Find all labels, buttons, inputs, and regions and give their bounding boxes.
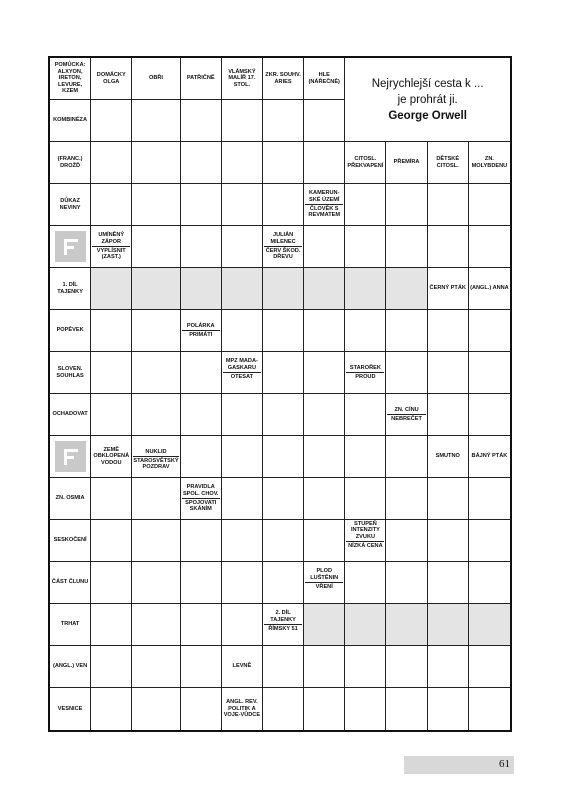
clue-text: (ANGL.) VEN [52,663,88,670]
secret-answer-cell[interactable] [263,268,304,310]
clue-text: OCHADOVAT [52,411,88,418]
clue-cell [50,562,91,604]
clue-cell [50,520,91,562]
answer-cell[interactable] [91,520,132,562]
answer-cell[interactable] [222,226,263,268]
clue-text: (ANGL.) ANNA [470,285,509,292]
answer-cell[interactable] [345,394,386,436]
clue-cell [50,646,91,688]
clue-text: STAROSVĚTSKÝ POZDRAV [133,456,178,476]
clue-text: JULIÁN MILENEC [270,232,296,245]
answer-cell[interactable] [263,646,304,688]
secret-answer-cell[interactable] [91,268,132,310]
clue-cell [50,100,91,142]
answer-cell[interactable] [263,478,304,520]
clue-text: VYPLÍSNIT (ZAST.) [92,246,130,266]
secret-answer-cell[interactable] [386,268,427,310]
clue-text: NEBREČET [387,414,425,434]
answer-cell[interactable] [428,688,469,730]
clue-text: VŘENÍ [305,582,343,602]
answer-cell[interactable] [91,310,132,352]
answer-cell[interactable] [469,520,510,562]
clue-text: CITOSL. PŘEKVAPENÍ [347,156,384,169]
answer-cell[interactable] [222,394,263,436]
clue-text: PLOD LUŠTĚNIN [310,568,339,581]
clue-text: KOMBINÉZA [53,117,88,124]
clue-text: PROUD [346,372,384,392]
clue-text: SLOVEN. SOUHLAS [56,366,84,379]
answer-cell[interactable] [428,184,469,226]
answer-cell[interactable] [428,394,469,436]
clue-text: UMÍNĚNÝ ZÁPOR [98,232,125,245]
corner-arrow-icon [55,441,86,472]
clue-text: ČERV ŠKOD. DŘEVU [264,246,302,266]
clue-cell [263,604,304,646]
clue-text: ZKR. SOUHV. ARIES [265,72,301,85]
answer-cell[interactable] [181,520,222,562]
answer-cell[interactable] [91,478,132,520]
clue-cell [222,688,263,730]
clue-cell [50,604,91,646]
answer-cell[interactable] [222,310,263,352]
clue-cell [50,394,91,436]
answer-cell[interactable] [469,310,510,352]
clue-text: PRIMÁTI [182,330,220,350]
clue-cell [428,142,469,184]
answer-cell[interactable] [345,646,386,688]
clue-cell [469,268,510,310]
clue-text: OTESAT [223,372,261,392]
clue-cell [469,436,510,478]
clue-cell [386,142,427,184]
clue-text: 1. DÍL TAJENKY [57,282,83,295]
answer-cell[interactable] [469,184,510,226]
quote-author: George Orwell [388,109,467,122]
answer-cell[interactable] [469,688,510,730]
clue-cell [50,352,91,394]
answer-cell[interactable] [469,394,510,436]
answer-cell[interactable] [132,520,180,562]
clue-cell [222,352,263,394]
answer-cell[interactable] [91,688,132,730]
answer-cell[interactable] [386,520,427,562]
clue-text: ŘÍMSKY 51 [264,624,302,644]
clue-cell [91,436,132,478]
answer-cell[interactable] [132,100,180,142]
clue-cell [50,688,91,730]
arrow-cell [50,436,91,478]
answer-cell[interactable] [181,142,222,184]
clue-cell [304,184,345,226]
answer-cell[interactable] [469,226,510,268]
answer-cell[interactable] [263,142,304,184]
clue-cell [345,142,386,184]
answer-cell[interactable] [304,520,345,562]
clue-cell [50,184,91,226]
answer-cell[interactable] [304,688,345,730]
answer-cell[interactable] [91,100,132,142]
clue-text: PŘEMÍRA [393,159,420,166]
clue-text: NUKLID [145,448,167,455]
clue-text: LEVNĚ [232,663,252,670]
answer-cell[interactable] [132,394,180,436]
clue-text: POPĚVEK [56,327,84,334]
answer-cell[interactable] [132,688,180,730]
clue-cell [132,58,180,100]
answer-cell[interactable] [304,394,345,436]
answer-cell[interactable] [304,436,345,478]
answer-cell[interactable] [428,226,469,268]
answer-cell[interactable] [345,226,386,268]
clue-text: 2. DÍL TAJENKY [270,610,296,623]
secret-answer-cell[interactable] [304,268,345,310]
answer-cell[interactable] [181,394,222,436]
answer-cell[interactable] [345,184,386,226]
answer-cell[interactable] [386,478,427,520]
answer-cell[interactable] [181,688,222,730]
answer-cell[interactable] [263,688,304,730]
clue-text: NÍZKÁ CENA [346,541,384,560]
clue-cell [50,268,91,310]
answer-cell[interactable] [469,352,510,394]
clue-cell [386,394,427,436]
corner-arrow-icon [55,231,86,262]
page-number: 61 [499,758,510,770]
answer-cell[interactable] [386,226,427,268]
clue-cell [91,58,132,100]
answer-cell[interactable] [304,142,345,184]
answer-cell[interactable] [304,478,345,520]
clue-text: ZN. OSMIA [55,495,85,502]
secret-answer-cell[interactable] [345,268,386,310]
clue-text: TRHAT [60,621,80,628]
clue-cell [181,310,222,352]
answer-cell[interactable] [304,646,345,688]
answer-cell[interactable] [386,436,427,478]
answer-cell[interactable] [181,646,222,688]
answer-cell[interactable] [428,352,469,394]
clue-cell [469,142,510,184]
clue-text: ČÁST ČLUNU [51,579,89,586]
answer-cell[interactable] [263,520,304,562]
answer-cell[interactable] [222,478,263,520]
clue-cell [263,58,304,100]
answer-cell[interactable] [132,184,180,226]
secret-answer-cell[interactable] [428,604,469,646]
clue-text: SPOJOVATI SKÁNÍM [182,498,220,518]
clue-cell [304,58,345,100]
answer-cell[interactable] [91,562,132,604]
clue-text: STAROŘEK [349,364,381,371]
answer-cell[interactable] [181,436,222,478]
answer-cell[interactable] [91,604,132,646]
secret-answer-cell[interactable] [304,604,345,646]
answer-cell[interactable] [386,688,427,730]
answer-cell[interactable] [263,184,304,226]
answer-cell[interactable] [132,646,180,688]
clue-cell [50,58,91,100]
answer-cell[interactable] [132,226,180,268]
clue-text: KAMERUN-SKÉ ÚZEMÍ [308,190,340,203]
clue-text: PRAVIDLA SPOL. CHOV. [182,484,219,497]
clue-cell [50,142,91,184]
answer-cell[interactable] [91,184,132,226]
answer-cell[interactable] [304,226,345,268]
clue-text: DOMÁCKY OLGA [96,72,126,85]
clue-cell [304,562,345,604]
answer-cell[interactable] [386,184,427,226]
answer-cell[interactable] [469,562,510,604]
answer-cell[interactable] [428,310,469,352]
answer-cell[interactable] [181,562,222,604]
page-number-bar [404,756,514,774]
answer-cell[interactable] [91,352,132,394]
answer-cell[interactable] [469,646,510,688]
clue-text: VLÁMSKÝ MALÍŘ 17. STOL. [228,68,256,88]
clue-text: STUPEŇ INTENZITY ZVUKU [350,521,380,540]
clue-cell [91,226,132,268]
answer-cell[interactable] [304,100,345,142]
clue-cell [50,310,91,352]
clue-text: ZEMĚ OBKLOPENÁ VODOU [93,446,130,466]
answer-cell[interactable] [469,478,510,520]
answer-cell[interactable] [222,142,263,184]
answer-cell[interactable] [132,562,180,604]
answer-cell[interactable] [132,478,180,520]
answer-cell[interactable] [132,142,180,184]
answer-cell[interactable] [222,520,263,562]
answer-cell[interactable] [345,688,386,730]
clue-cell [345,352,386,394]
clue-cell [345,520,386,562]
answer-cell[interactable] [132,310,180,352]
clue-text: DŮKAZ NEVINY [59,198,81,211]
clue-cell [181,58,222,100]
clue-text: ZN. CÍNU [394,406,419,413]
secret-answer-cell[interactable] [222,268,263,310]
secret-answer-cell[interactable] [181,268,222,310]
clue-text: HLE (NÁŘEČNĚ) [308,72,340,85]
answer-cell[interactable] [345,310,386,352]
answer-cell[interactable] [181,184,222,226]
clue-text: ANGL. REV. POLITIK A VOJE-VŮDCE [223,699,261,719]
crossword-grid [48,56,512,732]
quote-text: Nejrychlejší cesta k ... je prohrát ji. [371,78,484,106]
answer-cell[interactable] [428,478,469,520]
answer-cell[interactable] [428,520,469,562]
quote-box [345,58,510,142]
answer-cell[interactable] [181,100,222,142]
answer-cell[interactable] [222,604,263,646]
clue-text: POMŮCKA: ALXYON, IRETON, LEVURE, KZEM [54,62,86,95]
clue-text: PATŘIČNĚ [186,75,215,82]
clue-cell [50,478,91,520]
clue-cell [222,646,263,688]
answer-cell[interactable] [263,352,304,394]
clue-text: OBŘI [148,75,163,82]
answer-cell[interactable] [386,646,427,688]
answer-cell[interactable] [263,100,304,142]
answer-cell[interactable] [304,352,345,394]
answer-cell[interactable] [345,478,386,520]
clue-text: ZN. MOLYBDENU [471,156,508,169]
answer-cell[interactable] [181,226,222,268]
answer-cell[interactable] [386,310,427,352]
clue-text: VESNICE [57,705,83,712]
answer-cell[interactable] [428,562,469,604]
answer-cell[interactable] [91,142,132,184]
answer-cell[interactable] [222,436,263,478]
clue-text: POLÁRKA [186,322,215,329]
answer-cell[interactable] [263,310,304,352]
clue-cell [428,268,469,310]
clue-text: (FRANC.) DROŽĎ [57,156,83,169]
clue-text: ČLOVĚK S REVMATEM [305,204,343,224]
arrow-cell [50,226,91,268]
clue-text: MPZ MADA-GASKARU [225,358,258,371]
clue-cell [181,478,222,520]
answer-cell[interactable] [181,352,222,394]
clue-text: ČERNÝ PTÁK [429,285,466,292]
answer-cell[interactable] [345,562,386,604]
secret-answer-cell[interactable] [345,604,386,646]
clue-cell [263,226,304,268]
answer-cell[interactable] [263,394,304,436]
answer-cell[interactable] [181,604,222,646]
secret-answer-cell[interactable] [386,604,427,646]
answer-cell[interactable] [386,352,427,394]
clue-text: SESKOČENÍ [53,537,87,544]
secret-answer-cell[interactable] [132,268,180,310]
answer-cell[interactable] [263,562,304,604]
answer-cell[interactable] [386,562,427,604]
answer-cell[interactable] [345,436,386,478]
answer-cell[interactable] [222,562,263,604]
answer-cell[interactable] [132,604,180,646]
clue-text: BÁJNÝ PTÁK [471,453,508,460]
answer-cell[interactable] [263,436,304,478]
clue-cell [428,436,469,478]
clue-text: DĚTSKÉ CITOSL. [436,156,460,169]
answer-cell[interactable] [91,394,132,436]
clue-cell [222,58,263,100]
clue-text: SMUTNO [435,453,460,460]
answer-cell[interactable] [132,352,180,394]
answer-cell[interactable] [222,100,263,142]
clue-cell [132,436,180,478]
answer-cell[interactable] [222,184,263,226]
answer-cell[interactable] [91,646,132,688]
secret-answer-cell[interactable] [469,604,510,646]
answer-cell[interactable] [428,646,469,688]
answer-cell[interactable] [304,310,345,352]
